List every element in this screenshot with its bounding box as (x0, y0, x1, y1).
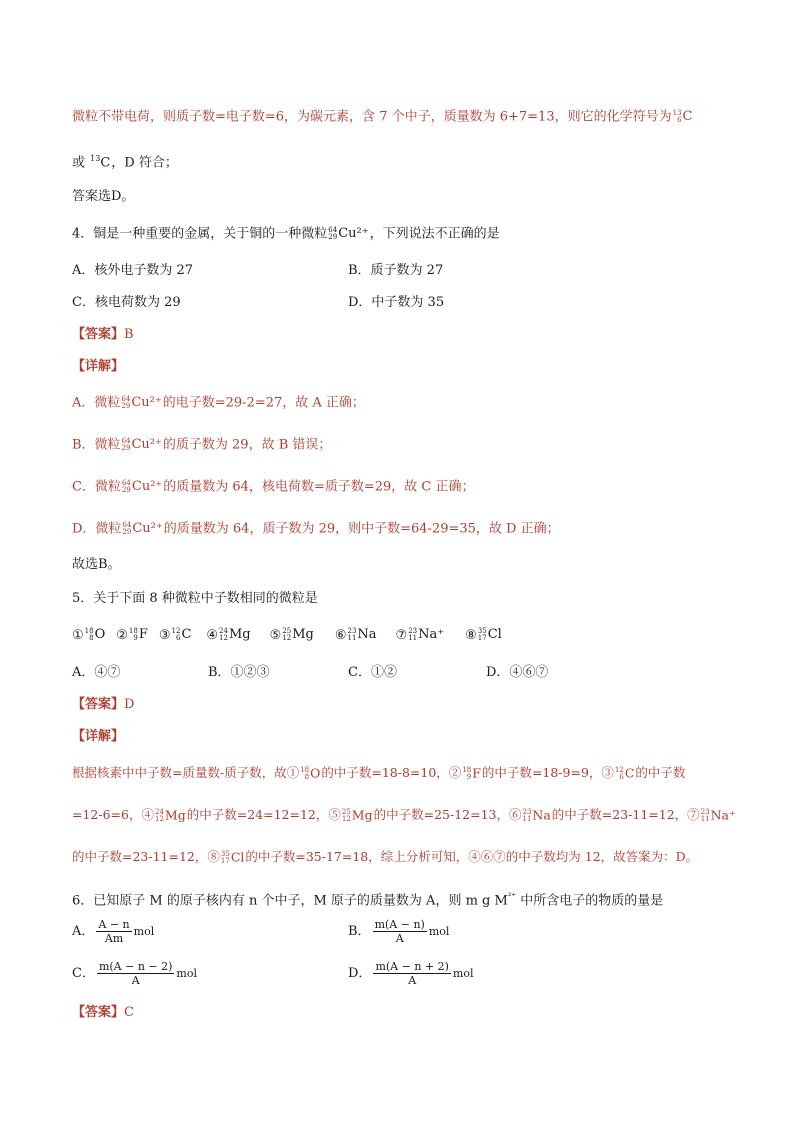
q4-expl-c (72, 478, 475, 497)
atomic-number: 11 (347, 634, 357, 642)
fraction (373, 960, 450, 987)
nuclide (478, 626, 502, 645)
cl35-nuclide (221, 848, 244, 867)
mass-number: 64 (122, 521, 132, 529)
expl-text: 的中子数 (635, 765, 686, 780)
q5-expl-line2 (72, 806, 737, 825)
charge-superscript: ²⁺ (507, 892, 517, 902)
q5-expl-line3 (72, 848, 698, 867)
q4-conclusion: 故选B。 (72, 557, 121, 572)
atomic-number: 29 (121, 402, 131, 410)
atomic-number: 11 (522, 814, 532, 823)
expl-text: C．微粒 (72, 479, 121, 495)
q4-answer (72, 326, 134, 344)
expl-text: 的中子数=24=12=12，⑤ (186, 807, 341, 822)
element-symbol: O (94, 627, 106, 642)
q4-option-a: A．核外电子数为 27 (72, 263, 194, 278)
mass-number: 18 (128, 627, 138, 635)
particle-index: ⑦ (395, 627, 408, 643)
q4-expl-a (72, 394, 365, 413)
q5-stem: 5．关于下面 8 种微粒中子数相同的微粒是 (72, 591, 318, 606)
answer-tag: 【答案】 (72, 327, 125, 342)
expl-text: B．微粒 (72, 437, 121, 453)
mass-number: 64 (328, 226, 338, 234)
numerator: A − n (98, 918, 130, 931)
option-label: D． (348, 966, 372, 981)
o18-nuclide (300, 764, 320, 783)
q5-particle-8 (465, 628, 503, 643)
unit: mol (428, 925, 450, 938)
particle-index: ⑧ (465, 627, 477, 643)
q6-stem (72, 888, 663, 910)
mass-number: 13 (90, 154, 101, 163)
na23-nuclide (522, 806, 550, 825)
answer-value: D (124, 697, 135, 712)
option-label: B． (348, 924, 371, 939)
element-symbol: Na (532, 807, 551, 823)
element-symbol: Mg (292, 627, 314, 642)
mass-number: 64 (121, 479, 131, 487)
mass-number: 23 (700, 807, 710, 816)
detail-tag: 【详解】 (72, 729, 125, 744)
q4-expl-b (72, 436, 331, 455)
atomic-number: 29 (328, 233, 338, 241)
element-symbol: F (138, 627, 148, 642)
nuclide (408, 626, 444, 645)
particle-index: ② (116, 627, 128, 643)
q5-particle-3 (159, 628, 193, 643)
expl-text: D．微粒 (72, 521, 122, 537)
particle-index: ④ (206, 627, 219, 643)
q4-option-d: D．中子数为 35 (348, 295, 445, 310)
cu-nuclide (121, 394, 161, 413)
element-symbol: Cl (487, 627, 502, 642)
element-symbol: O (310, 765, 321, 781)
mass-number: 35 (477, 627, 487, 635)
mass-number: 23 (347, 627, 357, 635)
mg24-nuclide (155, 806, 186, 825)
atomic-number: 12 (219, 634, 228, 642)
q5-particles (72, 626, 503, 645)
q3-text: 微粒不带电荷，则质子数=电子数=6，为碳元素，含 7 个中子，质量数为 6+7=13，则它的化学符号为 (72, 109, 672, 125)
atomic-number: 6 (619, 772, 624, 781)
q3-explanation-line1 (72, 108, 693, 127)
mass-number: 25 (282, 627, 292, 635)
nuclide (172, 626, 192, 645)
q6-option-c (72, 960, 197, 987)
particle-index: ③ (158, 627, 171, 643)
expl-text: 的质量数为 64，质子数为 29，则中子数=64-29=35，故 D 正确； (163, 521, 560, 537)
fraction (373, 918, 427, 945)
q5-option-b: B．①②③ (208, 665, 270, 680)
mass-number: 35 (220, 849, 230, 858)
q4-stem-text: 4．铜是一种重要的金属，关于铜的一种微粒 (72, 226, 328, 242)
element-symbol: Cu²⁺ (131, 479, 163, 494)
denominator: A (131, 974, 140, 987)
element-symbol: Mg (228, 627, 251, 642)
q5-detail-tag (72, 728, 124, 746)
q5-particle-5 (270, 628, 315, 643)
expl-text: 的中子数=25-12=13，⑥ (373, 807, 522, 822)
mass-number: 24 (219, 627, 228, 635)
q4-stem-text: ，下列说法不正确的是 (369, 226, 500, 242)
atomic-number: 6 (677, 116, 682, 124)
q6-option-a (72, 918, 154, 945)
q5-expl-line1 (72, 764, 685, 783)
atomic-number: 12 (154, 814, 164, 823)
q4-stem (72, 225, 500, 244)
mass-number: 12 (614, 765, 624, 774)
mass-number: 12 (171, 627, 181, 635)
q6-stem-text: 中所含电子的物质的量是 (516, 893, 664, 909)
q5-option-c: C．①② (348, 665, 397, 680)
unit: mol (452, 967, 474, 980)
mass-number: 18 (300, 765, 310, 774)
mass-number: 23 (522, 807, 532, 816)
q4-option-c: C．核电荷数为 29 (72, 295, 181, 310)
atomic-number: 9 (133, 634, 138, 642)
q6-stem-text: 6．已知原子 M 的原子核内有 n 个中子，M 原子的质量数为 A，则 m g M (72, 893, 508, 909)
atomic-number: 29 (122, 528, 132, 536)
c13-nuclide (673, 108, 693, 127)
answer-tag: 【答案】 (72, 1005, 125, 1020)
atomic-number: 11 (700, 814, 710, 823)
f18-nuclide (462, 764, 481, 783)
q5-answer (72, 696, 134, 714)
detail-tag: 【详解】 (72, 359, 125, 374)
mass-number: 25 (341, 807, 351, 816)
element-symbol: Mg (164, 807, 186, 823)
cu-nuclide (122, 478, 162, 497)
atomic-number: 8 (89, 634, 94, 642)
element-symbol: C (100, 155, 111, 171)
element-symbol: Na⁺ (418, 627, 445, 642)
q3-text: ，D 符合； (111, 155, 178, 171)
q3-explanation-line2 (72, 150, 178, 172)
mass-number: 13 (672, 109, 682, 117)
numerator: m(A − n − 2) (98, 960, 173, 973)
element-symbol: Mg (351, 807, 373, 823)
nuclide (219, 626, 251, 645)
expl-text: 的质子数为 29，故 B 错误； (162, 437, 332, 453)
mass-number: 18 (462, 765, 472, 774)
numerator: m(A − n) (374, 918, 425, 931)
element-symbol: Na (357, 627, 377, 642)
fraction (96, 918, 131, 945)
c13-nuclide-alt (90, 150, 110, 172)
option-label: A． (72, 924, 95, 939)
fraction (97, 960, 174, 987)
expl-text: 的电子数=29-2=27，故 A 正确； (162, 395, 365, 411)
atomic-number: 9 (466, 772, 472, 781)
q5-option-d: D．④⑥⑦ (486, 665, 549, 680)
cu-nuclide (122, 436, 162, 455)
expl-text: 根据核素中中子数=质量数-质子数，故① (72, 765, 300, 780)
element-symbol: Cu²⁺ (338, 226, 369, 241)
answer-tag: 【答案】 (72, 697, 125, 712)
q6-option-b (348, 918, 449, 945)
option-label: C． (72, 966, 95, 981)
mass-number: 23 (408, 627, 418, 635)
atomic-number: 17 (477, 634, 487, 642)
c12-nuclide (615, 764, 635, 783)
mass-number: 24 (154, 807, 164, 816)
cu-nuclide (328, 225, 368, 244)
expl-text: A．微粒 (72, 395, 121, 411)
q4-option-b: B．质子数为 27 (348, 263, 444, 278)
atomic-number: 8 (304, 772, 310, 781)
element-symbol: Cl (230, 849, 245, 865)
q5-particle-2 (116, 628, 149, 643)
element-symbol: C (682, 109, 693, 124)
q6-answer (72, 1004, 134, 1022)
answer-value: B (124, 327, 134, 342)
expl-text: 的中子数=23-11=12，⑧ (72, 849, 220, 864)
atomic-number: 6 (175, 634, 181, 642)
mass-number: 64 (121, 395, 131, 403)
q4-detail-tag (72, 358, 124, 376)
particle-index: ① (72, 627, 84, 643)
atomic-number: 29 (121, 486, 131, 494)
denominator: Am (104, 932, 124, 945)
atomic-number: 12 (282, 634, 292, 642)
expl-text: =12-6=6，④ (72, 807, 154, 822)
particle-index: ⑥ (334, 627, 347, 643)
expl-text: 的中子数=18-9=9，③ (481, 765, 614, 780)
element-symbol: F (472, 765, 481, 781)
denominator: A (408, 974, 417, 987)
q4-expl-d (72, 520, 560, 539)
expl-text: 的中子数=35-17=18，综上分析可知，④⑥⑦的中子数均为 12，故答案为：D。 (245, 849, 699, 864)
q5-particle-4 (206, 628, 251, 643)
unit: mol (133, 925, 155, 938)
element-symbol: C (624, 765, 635, 781)
q6-option-d (348, 960, 473, 987)
denominator: A (395, 932, 404, 945)
q5-particle-7 (396, 628, 446, 643)
q5-particle-1 (72, 628, 106, 643)
cu-nuclide (122, 520, 162, 539)
expl-text: 的中子数=23-11=12，⑦ (551, 807, 700, 822)
mass-number: 18 (84, 627, 94, 635)
answer-value: C (124, 1005, 134, 1020)
atomic-number: 17 (220, 856, 230, 865)
nuclide (85, 626, 106, 645)
atomic-number: 12 (341, 814, 351, 823)
numerator: m(A − n + 2) (375, 960, 449, 973)
expl-text: 的质量数为 64，核电荷数=质子数=29，故 C 正确； (163, 479, 475, 495)
nuclide (129, 626, 148, 645)
mg25-nuclide (342, 806, 373, 825)
element-symbol: Na⁺ (710, 807, 736, 823)
element-symbol: Cu²⁺ (132, 521, 163, 536)
expl-text: 的中子数=18-8=10，② (321, 765, 462, 780)
mass-number: 64 (121, 437, 131, 445)
atomic-number: 11 (408, 634, 418, 642)
nuclide (282, 626, 314, 645)
element-symbol: C (181, 627, 192, 642)
particle-index: ⑤ (269, 627, 282, 643)
q3-text: 或 (72, 155, 90, 171)
element-symbol: Cu²⁺ (131, 395, 162, 410)
element-symbol: Cu²⁺ (131, 437, 162, 452)
atomic-number: 29 (121, 444, 131, 452)
unit: mol (176, 967, 197, 980)
nuclide (347, 626, 376, 645)
q5-particle-6 (335, 628, 378, 643)
na23-ion-nuclide (701, 806, 736, 825)
q3-conclusion: 答案选D。 (72, 189, 135, 204)
q5-option-a: A．④⑦ (72, 665, 121, 680)
